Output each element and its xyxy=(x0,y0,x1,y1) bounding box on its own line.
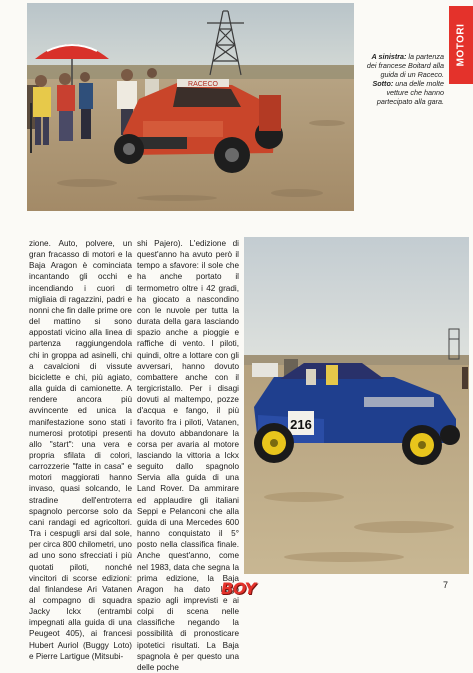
photo-caption xyxy=(362,52,444,107)
caption-lead-below: Sotto: xyxy=(372,79,394,89)
article-text-left: zione. Auto, polvere, un gran fracasso di motori e la Baja Aragon è cominciata incantando gli occhi e incendiando i cuori di migliaia di ragazzini, padri e nonni che fin dalle prime ore del mattino si sono appostati vicino alla linea di partenza raggiungendola chi in groppa ad asinelli, chi a cavalcioni di vissute biciclette e chi, più agiato, alla guida di camionette. A rendere ancora più avvincente ed unica la manifestazione sono stati i numerosi prototipi presenti allo "start": una vera e propria sfilata di colori, carrozzerie "fatte in casa" e motori maggiorati hanno invaso, quasi solcando, le stradine dell'entroterra spagnolo percorse solo da cani randagi ed agricoltori. Tra i cespugli arsi dal sole, per circa 800 chilometri, uno ad uno sono sfrecciati i più quotati piloti, nonché vincitori di scorse edizioni: dal finlandese Ari Vatanen al compagno di squadra Jacky Ickx (entrambi impegnati alla guida di una Peugeot 405), ai francesi Hubert Auriol (Buggy Loto) e Pierre Lartigue (Mitsubi- xyxy=(29,239,132,661)
section-tab-label: MOTORI xyxy=(455,23,467,67)
car-number-text: 216 xyxy=(290,417,312,432)
article-column-left xyxy=(29,238,132,662)
section-tab xyxy=(449,6,473,84)
caption-text-left: la partenza dei francese Boitard alla guida di un Raceco. xyxy=(366,52,444,80)
article-text-middle: shi Pajero). L'edizione di quest'anno ha avuto però il tempo a sfavore: il sole che ha anche portato il termometro oltre i 42 gradi, ha giocato a nascondino con le nuvole per tutta la durata della gara lasciando spazio anche a pioggie e raffiche di vento. I piloti, quindi, oltre a lottare con gli avversari, hanno dovuto combattere anche con il tergicristallo. Per i disagi dovuti al maltempo, pozze d'acqua e fango, il più favorito fra i piloti, Vatanen, ha dovuto abbandonare la corsa per avaria al motore lasciando la vittoria a Ickx seguito dallo spagnolo Servia alla guida di una Land Rover. Da ammirare ed applaudire gli italiani Seppi e Pelanconi che alla guida di una Mercedes 600 hanno conquistato il 5° posto nella classifica finale. Anche quest'anno, come nel 1983, data che segna la prima edizione, la Baja Aragon ha dato largo spazio agli imprevisti e ai colpi di scena nelle classifiche negando la possibilità di pronosticare ipotetici risultati. La Baja spagnola è per questo una delle poche xyxy=(137,239,239,672)
article-column-middle xyxy=(137,238,239,673)
page-number: 7 xyxy=(443,580,449,590)
caption-lead-left: A sinistra: xyxy=(371,52,407,61)
photo-blue-buggy xyxy=(244,237,469,574)
car-plate-text: RACECO xyxy=(188,81,218,88)
magazine-logo: BOY xyxy=(221,579,256,598)
caption-text-below: una delle molte vetture che hanno partecipato alla gara. xyxy=(376,79,444,107)
blue-buggy-image xyxy=(244,237,469,574)
race-start-image xyxy=(27,3,354,211)
photo-race-start xyxy=(27,3,354,211)
